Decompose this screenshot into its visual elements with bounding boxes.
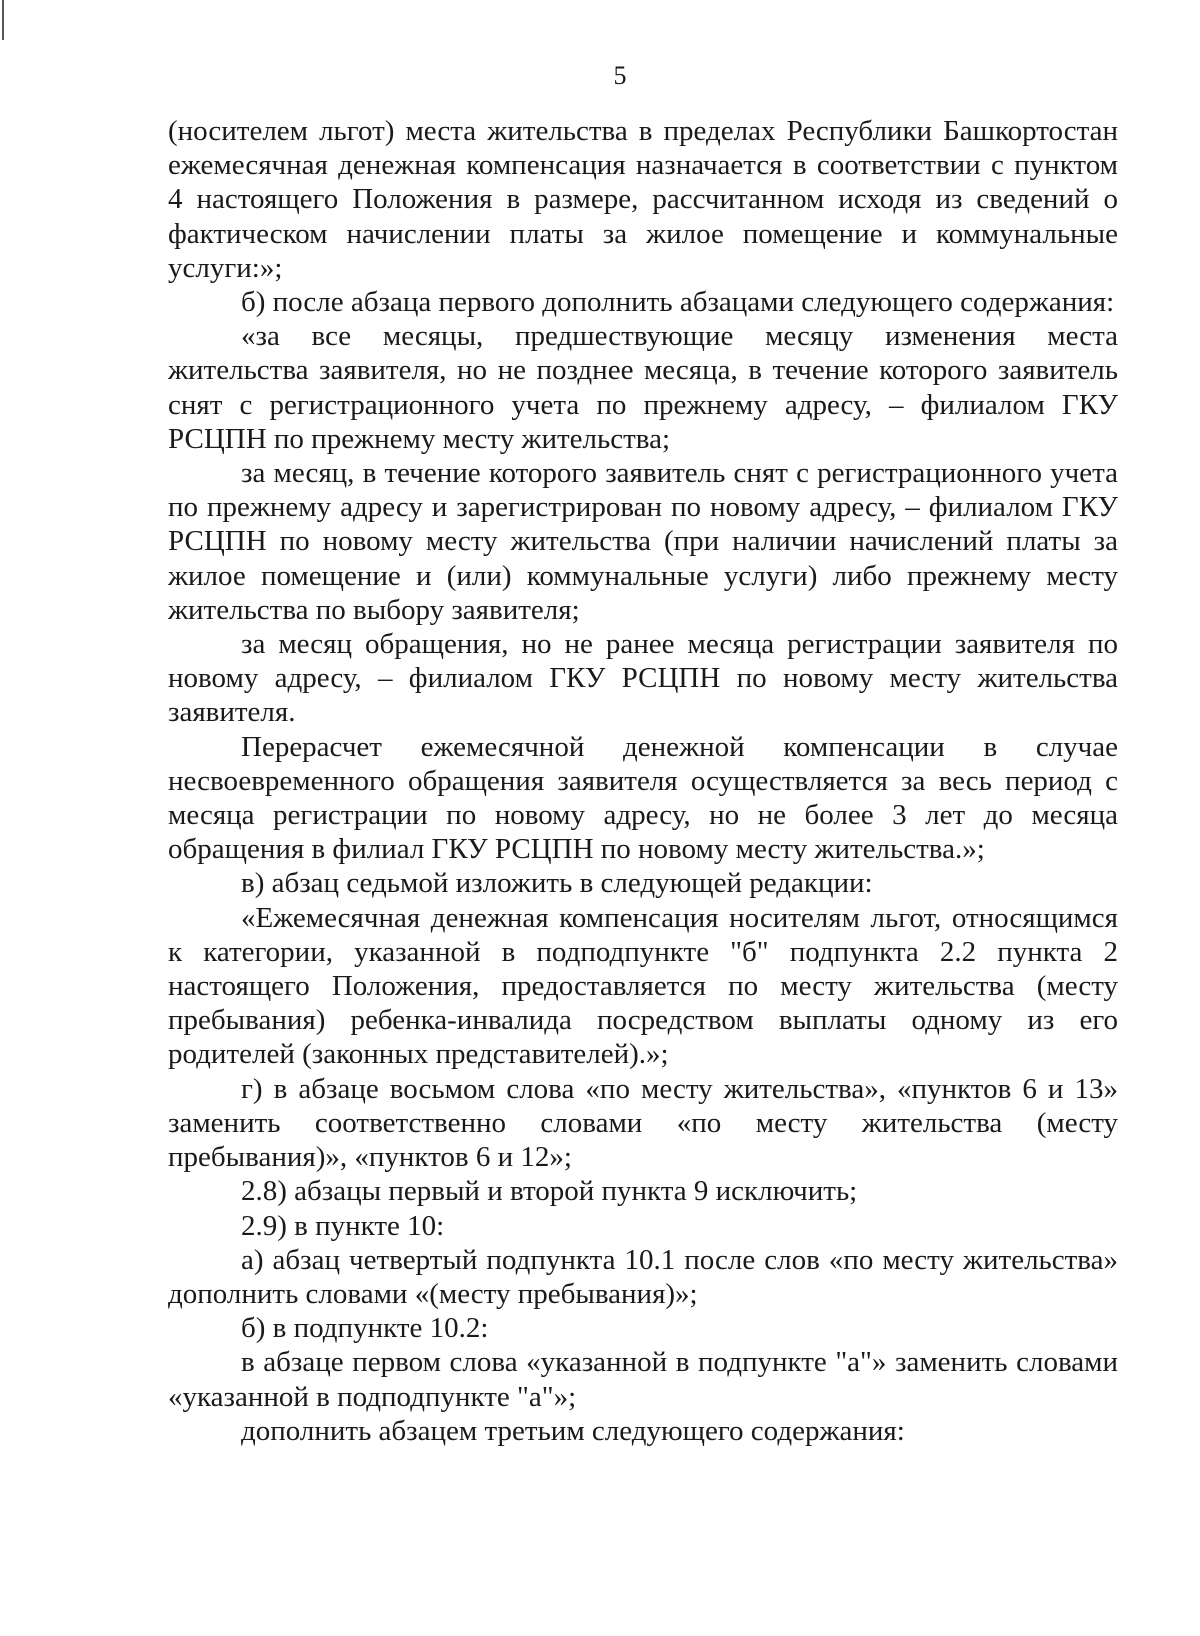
scan-edge-mark bbox=[2, 0, 4, 40]
paragraph-quote-monthly-compensation: «Ежемесячная денежная компенсация носителям льгот, относящимся к категории, указанной в подподпункте "б" подпункта 2.2 пункта 2 настоящего Положения, предоставляется по месту жительства (месту пребывания) ребенка-инвалида посредством выплаты одному из его родителей (законных представителей).»; bbox=[168, 901, 1118, 1071]
paragraph-first-abzac-words: в абзаце первом слова «указанной в подпункте "а"» заменить словами «указанной в подподпункте "а"»; bbox=[168, 1346, 1118, 1413]
paragraph-item-2-9: 2.9) в пункте 10: bbox=[241, 1209, 445, 1242]
paragraph-amendment-g: г) в абзаце восьмом слова «по месту жительства», «пунктов 6 и 13» заменить соответственно словами «по месту жительства (месту пребывания)», «пунктов 6 и 12»; bbox=[168, 1072, 1118, 1174]
page-number: 5 bbox=[613, 61, 627, 90]
paragraph-amendment-b: б) после абзаца первого дополнить абзацами следующего содержания: bbox=[241, 286, 1115, 319]
paragraph-amendment-v: в) абзац седьмой изложить в следующей редакции: bbox=[241, 867, 873, 900]
paragraph-subitem-b: б) в подпункте 10.2: bbox=[241, 1312, 489, 1345]
paragraph-recalculation: Перерасчет ежемесячной денежной компенсации в случае несвоевременного обращения заявителя осуществляется за весь период с месяца регистрации по новому адресу, но не более 3 лет до месяца обращения в филиал ГКУ РСЦПН по новому месту жительства.»; bbox=[168, 730, 1118, 866]
paragraph-item-2-8: 2.8) абзацы первый и второй пункта 9 исключить; bbox=[241, 1175, 858, 1208]
document-body bbox=[168, 114, 1118, 1448]
paragraph-quote-all-months: «за все месяцы, предшествующие месяцу изменения места жительства заявителя, но не позднее месяца, в течение которого заявитель снят с регистрационного учета по прежнему адресу, – филиалом ГКУ РСЦПН по прежнему месту жительства; bbox=[168, 320, 1118, 455]
paragraph-add-third-abzac: дополнить абзацем третьим следующего содержания: bbox=[241, 1414, 905, 1447]
paragraph-month-of-application: за месяц обращения, но не ранее месяца регистрации заявителя по новому адресу, – филиалом ГКУ РСЦПН по новому месту жительства заявителя. bbox=[168, 628, 1118, 729]
paragraph-subitem-a: а) абзац четвертый подпункта 10.1 после слов «по месту жительства» дополнить словами «(месту пребывания)»; bbox=[168, 1243, 1118, 1310]
paragraph-month-deregistered: за месяц, в течение которого заявитель снят с регистрационного учета по прежнему адресу и зарегистрирован по новому адресу, – филиалом ГКУ РСЦПН по новому месту жительства (при наличии начислений платы за жилое помещение и (или) коммунальные услуги) либо прежнему месту жительства по выбору заявителя; bbox=[168, 457, 1118, 626]
paragraph-continuation: (носителем льгот) места жительства в пределах Республики Башкортостан ежемесячная денежная компенсация назначается в соответствии с пунктом 4 настоящего Положения в размере, рассчитанном исходя из сведений о фактическом начислении платы за жилое помещение и коммунальные услуги:»; bbox=[168, 115, 1118, 284]
